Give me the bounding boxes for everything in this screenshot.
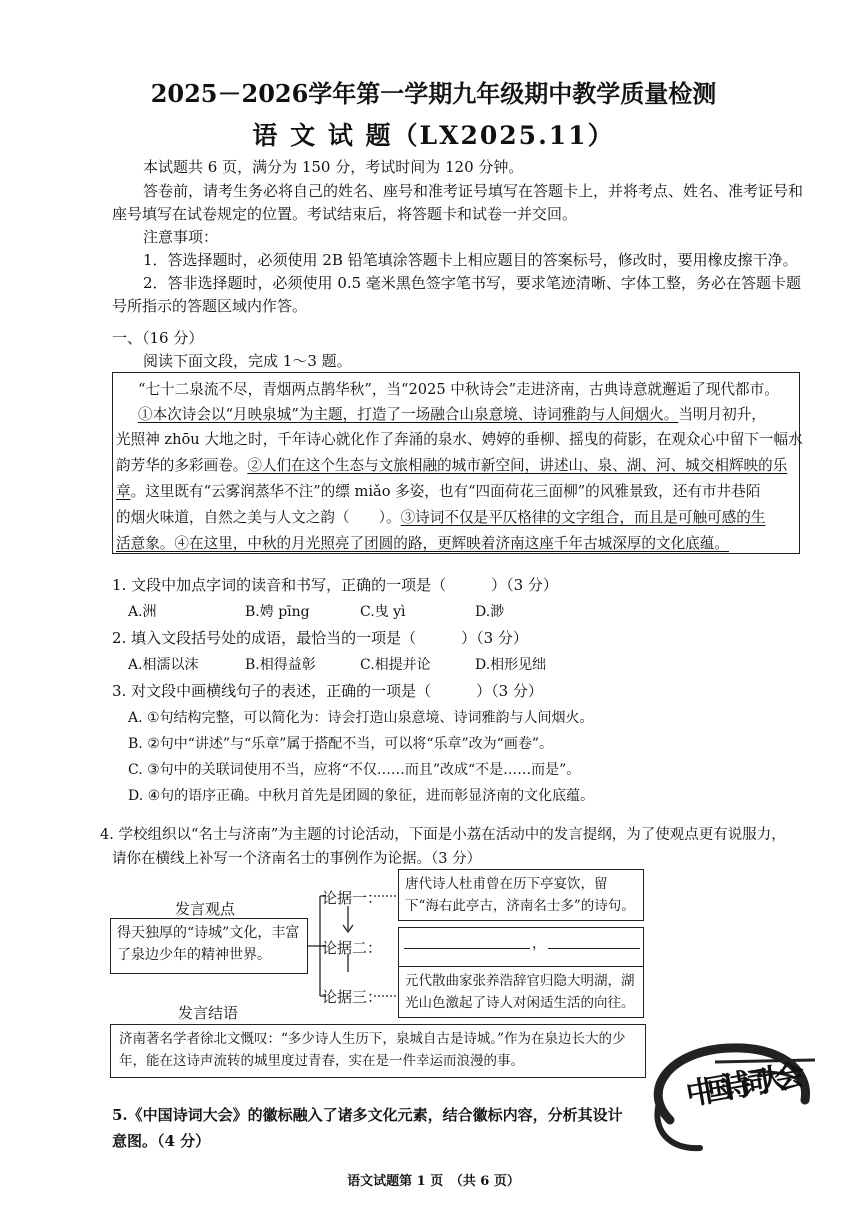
- argument-3-text: 元代散曲家张养浩辞官归隐大明湖，湖光山色激起了诗人对闲适生活的向往。: [405, 973, 635, 1011]
- underlined-sentence-4: ④在这里，中秋的月光照亮了团圆的路，更辉映着济南这座千年古城深厚的文化底蕴。: [174, 535, 729, 552]
- argument-1-box: [398, 869, 644, 921]
- q1-option-d: D.渺: [475, 604, 505, 620]
- instruction-line: 注意事项：: [143, 228, 219, 246]
- q2-option-a: A.相濡以沫: [128, 657, 199, 673]
- q2-option-d: D.相形见绌: [475, 657, 547, 673]
- question-5-stem: 意图。（4 分）: [112, 1132, 211, 1150]
- underlined-sentence-2-end: 章: [116, 483, 131, 500]
- passage-text: 韵芳华的多彩画卷。: [116, 457, 248, 474]
- passage-line: [116, 480, 760, 501]
- conclusion-text: 济南著名学者徐北文慨叹：“多少诗人生历下，泉城自古是诗城。”作为在泉边长大的少年，能在这诗声流转的城里度过青春，实在是一件幸运而浪漫的事。: [119, 1031, 626, 1069]
- passage-line: 光照神 zhōu 大地之时，千年诗心就化作了奔涌的泉水、娉婷的垂柳、摇曳的荷影，在观众心中留下一幅水: [116, 431, 803, 448]
- question-5-stem: 5.《中国诗词大会》的徽标融入了诸多文化元素，结合徽标内容，分析其设计: [112, 1106, 623, 1124]
- argument-2-label: 论据二：: [322, 939, 383, 957]
- page-footer: 语文试题第 1 页 （共 6 页）: [347, 1174, 520, 1189]
- question-4-stem: 4. 学校组织以“名士与济南”为主题的讨论活动，下面是小荔在活动中的发言提纲，为了使观点更有说服力，: [100, 827, 786, 843]
- viewpoint-label: 发言观点: [175, 900, 236, 918]
- underlined-sentence-3-end: 活意象。: [116, 535, 175, 552]
- instruction-line: 本试题共 6 页，满分为 150 分，考试时间为 120 分钟。: [143, 158, 524, 176]
- question-1-stem: 1. 文段中加点字词的读音和书写，正确的一项是（ ）（3 分）: [112, 576, 558, 594]
- logo-text: 中国诗词大会: [683, 1057, 808, 1113]
- instruction-line: 2．答非选择题时，必须使用 0.5 毫米黑色签字笔书写，要求笔迹清晰、字体工整，务必在答题卡题: [143, 274, 801, 292]
- q3-option-d: D. ④句的语序正确。中秋月首先是团圆的象征，进而彰显济南的文化底蕴。: [128, 788, 595, 804]
- passage-line: [116, 532, 729, 553]
- q2-option-b: B.相得益彰: [245, 657, 316, 673]
- question-4-stem: 请你在横线上补写一个济南名士的事例作为论据。（3 分）: [112, 851, 482, 867]
- q1-option-c: C.曳 yì: [360, 604, 406, 620]
- instruction-line: 答卷前，请考生务必将自己的姓名、座号和准考证号填写在答题卡上，并将考点、姓名、准考证号和: [143, 182, 804, 200]
- passage-text: 当明月初升，: [678, 406, 766, 423]
- viewpoint-text: 得天独厚的“诗城”文化，丰富了泉边少年的精神世界。: [117, 925, 300, 963]
- question-3-stem: 3. 对文段中画横线句子的表述，正确的一项是（ ）（3 分）: [112, 682, 543, 700]
- viewpoint-box: [110, 918, 308, 974]
- q1-option-b: B.娉 pīng: [245, 604, 310, 620]
- passage-text: 。这里既有“云雾润蒸华不注”的缥 miǎo 多姿，也有“四面荷花三面柳”的风雅景致，还有市井巷陌: [130, 483, 761, 500]
- section-heading: 一、（16 分）: [112, 329, 204, 347]
- underlined-sentence-1: ①本次诗会以“月映泉城”为主题，打造了一场融合山泉意境、诗词雅韵与人间烟火。: [138, 406, 679, 423]
- passage-line: [138, 403, 766, 424]
- conclusion-box: [110, 1024, 646, 1078]
- section-intro: 阅读下面文段，完成 1～3 题。: [143, 352, 352, 370]
- underlined-sentence-3: ③诗词不仅是平仄格律的文字组合，而且是可触可感的生: [400, 509, 766, 526]
- passage-line: [116, 506, 765, 527]
- question-2-stem: 2. 填入文段括号处的成语，最恰当的一项是（ ）（3 分）: [112, 629, 528, 647]
- q3-option-a: A. ①句结构完整，可以简化为：诗会打造山泉意境、诗词雅韵与人间烟火。: [128, 710, 594, 726]
- answer-blank-2[interactable]: [548, 948, 640, 949]
- q2-option-c: C.相提并论: [360, 657, 431, 673]
- argument-3-box: [398, 966, 644, 1018]
- exam-title: 2025－2026学年第一学期九年级期中教学质量检测: [150, 79, 717, 108]
- poetry-conference-logo: [630, 1030, 830, 1180]
- passage-line: [116, 454, 787, 475]
- instruction-line: 座号填写在试卷规定的位置。考试结束后，将答题卡和试卷一并交回。: [112, 205, 578, 223]
- answer-blank-1[interactable]: [404, 948, 530, 949]
- argument-3-label: 论据三：: [322, 988, 383, 1006]
- logo-brush-icon: [630, 1030, 830, 1180]
- q1-option-a: A.洲: [128, 604, 157, 620]
- passage-line: “七十二泉流不尽，青烟两点鹊华秋”，当“2025 中秋诗会”走进济南，古典诗意就邂逅了现代都市。: [138, 381, 779, 398]
- passage-text: 的烟火味道，自然之美与人文之韵（ ）。: [116, 509, 401, 526]
- conclusion-label: 发言结语: [178, 1004, 239, 1022]
- instruction-line: 号所指示的答题区域内作答。: [112, 297, 308, 315]
- argument-1-text: 唐代诗人杜甫曾在历下亭宴饮，留下“海右此亭古，济南名士多”的诗句。: [405, 876, 635, 914]
- underlined-sentence-2: ②人们在这个生态与文旅相融的城市新空间，讲述山、泉、湖、河、城交相辉映的乐: [247, 457, 788, 474]
- q3-option-b: B. ②句中“讲述”与“乐章”属于搭配不当，可以将“乐章”改为“画卷”。: [128, 736, 553, 752]
- exam-subtitle: 语 文 试 题（LX2025.11）: [252, 121, 615, 150]
- blank-comma: ，: [532, 936, 546, 952]
- argument-1-label: 论据一：: [322, 889, 383, 907]
- instruction-line: 1．答选择题时，必须使用 2B 铅笔填涂答题卡上相应题目的答案标号，修改时，要用橡皮擦干净。: [143, 251, 798, 269]
- q3-option-c: C. ③句中的关联词使用不当，应将“不仅……而且”改成“不是……而是”。: [128, 762, 581, 778]
